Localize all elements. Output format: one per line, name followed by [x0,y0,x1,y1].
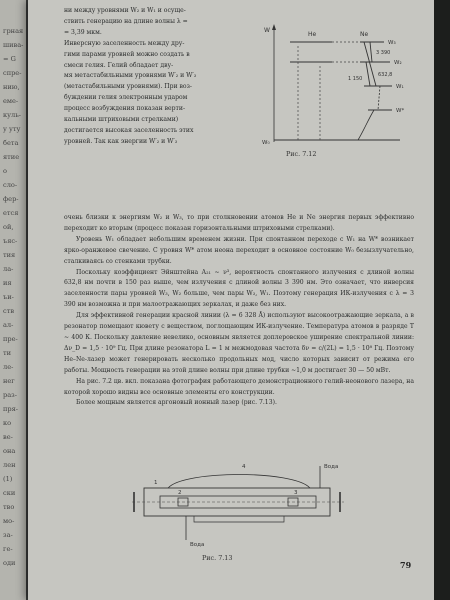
prev-page-fragment: пре- [3,335,18,343]
prev-page-fragment: ве- [3,433,13,441]
prev-page-fragment: ия [3,279,12,287]
prev-page-fragment: ко [3,419,12,427]
transition-1150-label: 1 150 [348,76,363,82]
level-w3-label: W₃ [388,40,396,46]
prev-page-fragment: шива- [3,41,24,49]
text-line: = 3,39 мкм. [64,28,102,36]
text-line: достигается высокая заселенность этих [64,126,194,134]
text-line: буждении гелия электронным ударом [64,94,188,102]
prev-page-fragment: ти [3,349,12,357]
prev-page-fragment: тво [3,503,15,511]
prev-page-fragment: пря- [3,405,19,413]
prev-page-fragment: раз- [3,391,17,399]
prev-page-fragment: сло- [3,181,18,189]
magnet-coil [194,516,284,522]
prev-page-fragment: куль- [3,111,22,119]
transition-1150 [366,62,370,86]
prev-page-fragment: лен [3,461,16,469]
text-line: кальными штриховыми стрелками) [64,116,179,124]
level-w1-label: W₁ [396,84,404,90]
text-line: ни между уровнями W₂ и W₁ и осуще- [64,7,186,14]
energy-level-diagram [260,22,420,152]
text-line: Инверсную заселенность между дру- [64,39,185,47]
prev-page-fragment: нию, [3,83,20,91]
prev-page-fragment: спре- [3,69,22,77]
top-column-text [64,6,264,148]
prev-page-fragment: ой, [3,223,14,231]
text-line: (метастабильными уровнями). При воз- [64,83,192,91]
paragraph: Более мощным является аргоновый ионный лазер (рис. 7.13). [76,399,277,407]
transition-3390 [370,42,372,62]
part-4-label: 4 [242,464,246,470]
he-label: He [308,31,317,38]
part-1-label: 1 [154,480,158,486]
prev-page-fragment: ски [3,489,16,497]
water-in-label: Вода [190,542,205,548]
prev-page-fragment: ятие [3,153,20,161]
text-line: смеси гелия. Гелий обладает дву- [64,61,174,69]
right-shadow [434,0,450,600]
previous-page-edge [0,0,26,600]
prev-page-fragment: грная [3,27,24,35]
transition-3390-label: 3 390 [376,50,391,56]
prev-page-fragment: ал- [3,321,14,329]
prev-page-fragment: ъяс- [3,237,18,245]
text-line: процесс возбуждения показан верти- [64,105,186,113]
paragraph: На рис. 7.2 цв. вкл. показана фотография работающего демонстрационного гелий-неонового лазера, на которой хорошо видны все основные элементы его конструкции. [64,377,414,396]
prev-page-fragment: тия [3,251,16,259]
argon-laser-diagram [124,458,354,553]
text-line: мя метастабильными уровнями W′₂ и W′₃ [64,72,197,80]
level-w0-label: W₀ [262,140,270,146]
prev-page-fragment: (1) [3,475,13,483]
prev-page-fragment: у уту [3,125,21,133]
prev-page-fragment: нег [3,377,15,385]
prev-page-fragment: за- [3,531,13,539]
paragraph: Для эффективной генерации красной линии (λ = 6 328 Å) используют высокоотражающие зеркала, а в резонатор помещают кювету с веществом, поглощающим ИК-излучение. Температура атомов в разряде T ~ 400 К. Поскольку давление невелико, основным является доплеровское уширение спектральной линии: Δν_D = 1,5 · 10⁹ Гц. При длине резонатора L = 1 м межмодовая частота δν = c/(2L) = 1,5 · 10⁸ Гц. Поэтому He–Ne-лазер может генерировать несколько продольных мод, число которых зависит от режима его работы. Мощность генерации на этой длине волны при длине трубки ~1,0 м достигает 30 — 50 мВт. [64,312,414,374]
figure-713-caption: Рис. 7.13 [202,554,233,562]
paragraph: Уровень W₁ обладает небольшим временем жизни. При спонтанном переходе с W₁ на W* возникает ярко-оранжевое свечение. С уровня W* атом неона переходит в основное состояние W₀ безызлучательно, сталкиваясь со стенками трубки. [64,235,414,265]
gas-return-tube [168,475,310,489]
figure-712-caption: Рис. 7.12 [286,150,317,158]
prev-page-fragment: ств [3,307,15,315]
prev-page-fragment: оди [3,559,16,567]
prev-page-fragment: еме- [3,97,19,105]
text-line: ствить генерацию на длине волны λ = [64,17,188,25]
level-w2-label: W₂ [394,60,402,66]
part-3-label: 3 [294,490,298,496]
w-axis-label: W [264,27,270,34]
page-number: 79 [400,560,412,570]
wall-relaxation [358,110,374,140]
spontaneous-transition [378,86,380,110]
prev-page-fragment: бета [3,139,19,147]
prev-page-fragment: ле- [3,363,14,371]
water-out-label: Вода [324,464,339,470]
prev-page-fragment: ъи- [3,293,14,301]
prev-page-fragment: мо- [3,517,15,525]
book-page [28,0,434,600]
prev-page-fragment: фер- [3,195,19,203]
prev-page-fragment: она [3,447,16,455]
text-line: уровней. Так как энергии W′₂ и W′₃ [64,137,178,145]
text-line: гими парами уровней можно создать в [64,50,190,58]
prev-page-fragment: о [3,167,7,175]
ne-label: Ne [360,31,369,38]
prev-page-fragment: ется [3,209,19,217]
level-wstar-label: W* [396,108,405,114]
paragraph: очень близки к энергиям W₂ и W₃, то при столкновении атомов He и Ne энергия первых эффективно переходит ко вторым (процесс показан горизонтальными штриховыми стрелками). [64,214,414,232]
transition-6328 [364,42,376,86]
part-2-label: 2 [178,490,182,496]
transition-6328-label: 632,8 [378,72,393,78]
prev-page-fragment: ла- [3,265,14,273]
prev-page-fragment: = G [3,55,16,63]
paragraph: Поскольку коэффициент Эйнштейна A₂₁ ~ ν³, вероятность спонтанного излучения с длиной волны 632,8 нм почти в 150 раз выше, чем излучения с длиной волны 3 390 нм. Это означает, что инверсия заселенности пары уровней W₃, W₂ больше, чем пары W₃, W₁. Поэтому генерация ИК-излучения с λ = 3 390 нм возможна и при малоотражающих зеркалах, и даже без них. [64,268,414,309]
prev-page-fragment: ге- [3,545,13,553]
main-body-text [64,213,414,409]
